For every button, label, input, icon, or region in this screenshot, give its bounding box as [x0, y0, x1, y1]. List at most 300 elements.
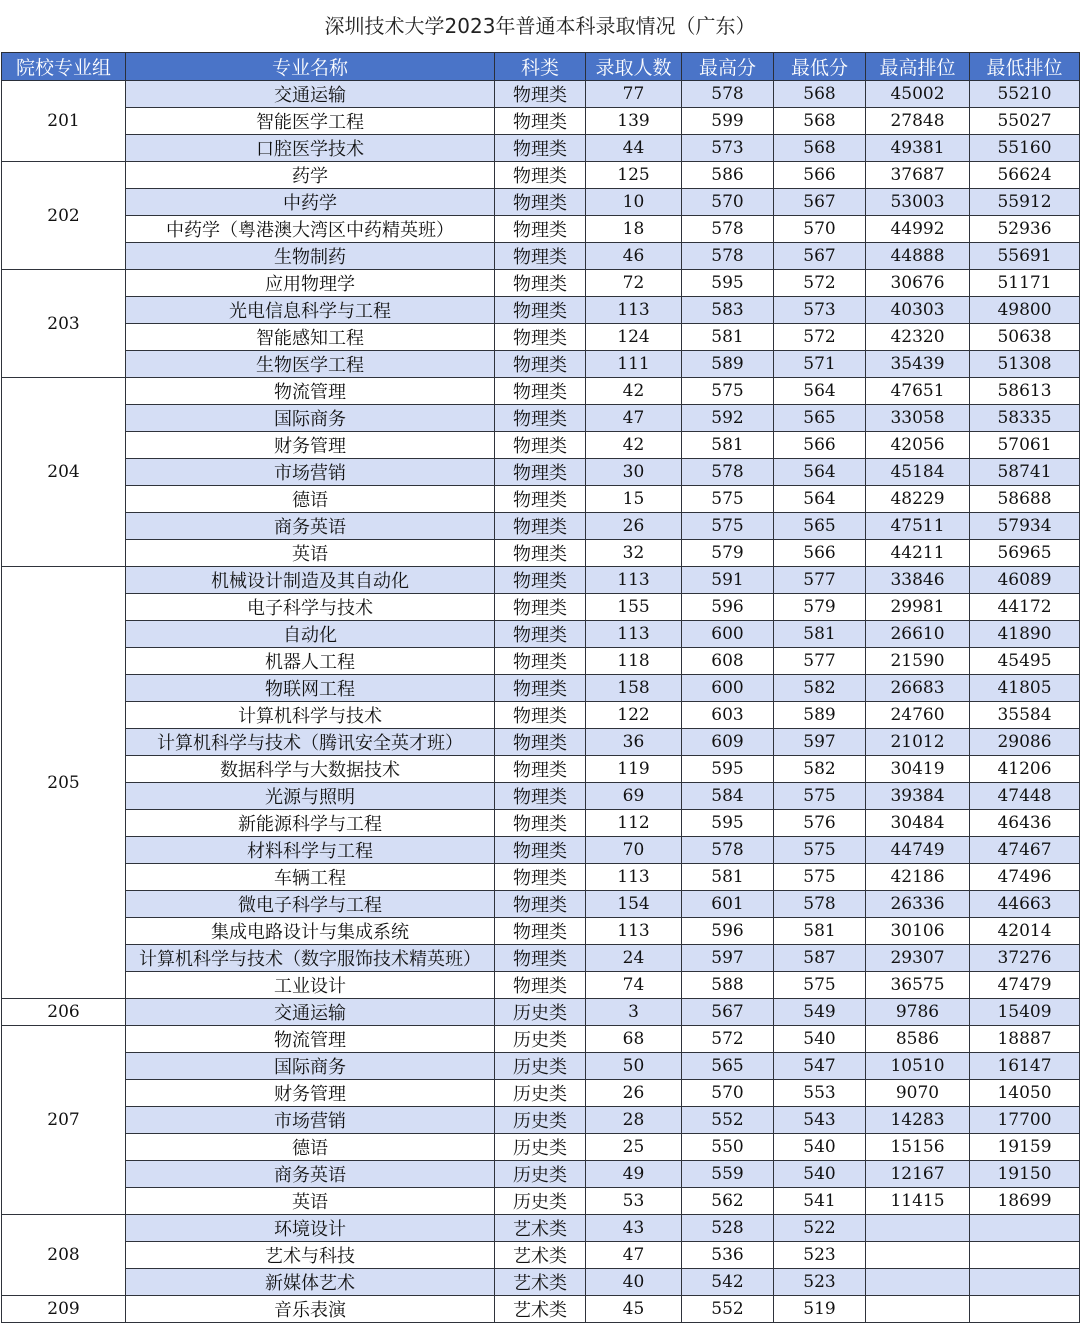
admitted-count: 18 — [586, 216, 682, 243]
major-name: 交通运输 — [126, 999, 495, 1026]
max-score: 550 — [682, 1134, 774, 1161]
table-row — [2, 1215, 1080, 1242]
category: 物理类 — [495, 945, 586, 972]
max-rank: 27848 — [866, 108, 970, 135]
max-rank: 35439 — [866, 351, 970, 378]
category: 物理类 — [495, 270, 586, 297]
major-name: 计算机科学与技术 — [126, 702, 495, 729]
max-score: 595 — [682, 810, 774, 837]
major-name: 车辆工程 — [126, 864, 495, 891]
max-rank — [866, 1296, 970, 1323]
category: 物理类 — [495, 702, 586, 729]
min-rank: 55912 — [970, 189, 1080, 216]
admitted-count: 26 — [586, 513, 682, 540]
max-score: 603 — [682, 702, 774, 729]
table-row — [2, 540, 1080, 567]
admitted-count: 46 — [586, 243, 682, 270]
admitted-count: 118 — [586, 648, 682, 675]
max-rank: 11415 — [866, 1188, 970, 1215]
min-rank: 55210 — [970, 81, 1080, 108]
major-name: 商务英语 — [126, 1161, 495, 1188]
category: 历史类 — [495, 1134, 586, 1161]
min-rank: 41206 — [970, 756, 1080, 783]
min-score: 566 — [774, 432, 866, 459]
major-name: 市场营销 — [126, 1107, 495, 1134]
admitted-count: 113 — [586, 567, 682, 594]
min-score: 571 — [774, 351, 866, 378]
major-name: 德语 — [126, 486, 495, 513]
max-rank: 29307 — [866, 945, 970, 972]
min-score: 572 — [774, 324, 866, 351]
category: 物理类 — [495, 135, 586, 162]
max-rank: 8586 — [866, 1026, 970, 1053]
category: 物理类 — [495, 216, 586, 243]
max-rank: 42320 — [866, 324, 970, 351]
admitted-count: 49 — [586, 1161, 682, 1188]
min-score: 579 — [774, 594, 866, 621]
table-row — [2, 1080, 1080, 1107]
min-rank: 58741 — [970, 459, 1080, 486]
max-score: 592 — [682, 405, 774, 432]
category: 艺术类 — [495, 1215, 586, 1242]
min-score: 570 — [774, 216, 866, 243]
min-score: 566 — [774, 162, 866, 189]
max-rank: 30106 — [866, 918, 970, 945]
max-rank: 26610 — [866, 621, 970, 648]
admitted-count: 53 — [586, 1188, 682, 1215]
table-row — [2, 918, 1080, 945]
table-row — [2, 216, 1080, 243]
max-score: 600 — [682, 675, 774, 702]
min-score: 519 — [774, 1296, 866, 1323]
major-name: 财务管理 — [126, 1080, 495, 1107]
min-score: 578 — [774, 891, 866, 918]
category: 物理类 — [495, 837, 586, 864]
admitted-count: 124 — [586, 324, 682, 351]
group-code: 201 — [2, 81, 126, 162]
major-name: 环境设计 — [126, 1215, 495, 1242]
category: 物理类 — [495, 432, 586, 459]
group-code: 206 — [2, 999, 126, 1026]
table-row — [2, 351, 1080, 378]
major-name: 药学 — [126, 162, 495, 189]
table-row — [2, 756, 1080, 783]
table-row — [2, 1053, 1080, 1080]
min-score: 577 — [774, 567, 866, 594]
min-rank: 18887 — [970, 1026, 1080, 1053]
max-score: 559 — [682, 1161, 774, 1188]
major-name: 光电信息科学与工程 — [126, 297, 495, 324]
max-rank: 44211 — [866, 540, 970, 567]
min-score: 564 — [774, 486, 866, 513]
max-rank — [866, 1269, 970, 1296]
category: 历史类 — [495, 1107, 586, 1134]
min-rank: 46436 — [970, 810, 1080, 837]
table-row — [2, 567, 1080, 594]
min-rank: 29086 — [970, 729, 1080, 756]
max-rank: 53003 — [866, 189, 970, 216]
min-rank: 50638 — [970, 324, 1080, 351]
max-rank: 26683 — [866, 675, 970, 702]
category: 物理类 — [495, 648, 586, 675]
admitted-count: 28 — [586, 1107, 682, 1134]
category: 物理类 — [495, 324, 586, 351]
max-rank: 24760 — [866, 702, 970, 729]
table-row — [2, 594, 1080, 621]
max-score: 575 — [682, 486, 774, 513]
max-score: 578 — [682, 216, 774, 243]
min-rank: 47479 — [970, 972, 1080, 999]
header-max-rank: 最高排位 — [866, 53, 970, 81]
category: 物理类 — [495, 459, 586, 486]
table-row — [2, 1134, 1080, 1161]
group-code: 207 — [2, 1026, 126, 1215]
max-score: 578 — [682, 459, 774, 486]
table-row — [2, 324, 1080, 351]
category: 物理类 — [495, 864, 586, 891]
min-score: 576 — [774, 810, 866, 837]
max-score: 589 — [682, 351, 774, 378]
table-row — [2, 1269, 1080, 1296]
min-score: 575 — [774, 972, 866, 999]
admitted-count: 43 — [586, 1215, 682, 1242]
table-row — [2, 648, 1080, 675]
min-rank — [970, 1269, 1080, 1296]
major-name: 物联网工程 — [126, 675, 495, 702]
table-row — [2, 432, 1080, 459]
table-row — [2, 270, 1080, 297]
header-row — [2, 53, 1080, 81]
category: 物理类 — [495, 189, 586, 216]
table-row — [2, 945, 1080, 972]
major-name: 工业设计 — [126, 972, 495, 999]
table-row — [2, 1188, 1080, 1215]
max-rank: 37687 — [866, 162, 970, 189]
group-code: 204 — [2, 378, 126, 567]
admission-table — [1, 52, 1080, 1323]
category: 物理类 — [495, 405, 586, 432]
major-name: 机械设计制造及其自动化 — [126, 567, 495, 594]
min-score: 565 — [774, 405, 866, 432]
major-name: 智能医学工程 — [126, 108, 495, 135]
category: 物理类 — [495, 81, 586, 108]
admitted-count: 42 — [586, 378, 682, 405]
max-score: 573 — [682, 135, 774, 162]
min-score: 568 — [774, 135, 866, 162]
min-rank: 18699 — [970, 1188, 1080, 1215]
admitted-count: 30 — [586, 459, 682, 486]
min-rank: 58613 — [970, 378, 1080, 405]
min-rank: 51171 — [970, 270, 1080, 297]
category: 物理类 — [495, 513, 586, 540]
min-rank: 19150 — [970, 1161, 1080, 1188]
max-score: 552 — [682, 1296, 774, 1323]
table-row — [2, 1296, 1080, 1323]
category: 历史类 — [495, 1161, 586, 1188]
table-row — [2, 405, 1080, 432]
max-rank: 30484 — [866, 810, 970, 837]
min-rank — [970, 1215, 1080, 1242]
admitted-count: 77 — [586, 81, 682, 108]
min-score: 567 — [774, 243, 866, 270]
admitted-count: 10 — [586, 189, 682, 216]
table-row — [2, 378, 1080, 405]
min-score: 575 — [774, 864, 866, 891]
table-row — [2, 810, 1080, 837]
max-rank — [866, 1242, 970, 1269]
group-code: 205 — [2, 567, 126, 999]
admitted-count: 119 — [586, 756, 682, 783]
min-rank: 47496 — [970, 864, 1080, 891]
max-score: 599 — [682, 108, 774, 135]
max-rank: 9786 — [866, 999, 970, 1026]
major-name: 生物制药 — [126, 243, 495, 270]
min-rank: 55691 — [970, 243, 1080, 270]
admitted-count: 25 — [586, 1134, 682, 1161]
category: 物理类 — [495, 567, 586, 594]
min-score: 573 — [774, 297, 866, 324]
major-name: 应用物理学 — [126, 270, 495, 297]
group-code: 209 — [2, 1296, 126, 1323]
admitted-count: 113 — [586, 621, 682, 648]
min-rank: 55160 — [970, 135, 1080, 162]
major-name: 自动化 — [126, 621, 495, 648]
min-rank: 58335 — [970, 405, 1080, 432]
table-row — [2, 108, 1080, 135]
category: 物理类 — [495, 108, 586, 135]
major-name: 智能感知工程 — [126, 324, 495, 351]
min-score: 567 — [774, 189, 866, 216]
category: 物理类 — [495, 891, 586, 918]
category: 历史类 — [495, 1053, 586, 1080]
min-rank: 46089 — [970, 567, 1080, 594]
min-score: 575 — [774, 783, 866, 810]
max-score: 583 — [682, 297, 774, 324]
max-score: 570 — [682, 1080, 774, 1107]
table-row — [2, 1107, 1080, 1134]
category: 艺术类 — [495, 1296, 586, 1323]
max-rank: 44888 — [866, 243, 970, 270]
min-rank — [970, 1296, 1080, 1323]
max-score: 596 — [682, 918, 774, 945]
min-score: 577 — [774, 648, 866, 675]
max-rank — [866, 1215, 970, 1242]
min-rank: 56965 — [970, 540, 1080, 567]
category: 艺术类 — [495, 1242, 586, 1269]
max-rank: 12167 — [866, 1161, 970, 1188]
major-name: 音乐表演 — [126, 1296, 495, 1323]
category: 物理类 — [495, 243, 586, 270]
category: 物理类 — [495, 540, 586, 567]
group-code: 202 — [2, 162, 126, 270]
min-rank: 56624 — [970, 162, 1080, 189]
max-rank: 29981 — [866, 594, 970, 621]
category: 艺术类 — [495, 1269, 586, 1296]
min-rank: 45495 — [970, 648, 1080, 675]
admitted-count: 24 — [586, 945, 682, 972]
max-score: 562 — [682, 1188, 774, 1215]
admitted-count: 125 — [586, 162, 682, 189]
min-score: 543 — [774, 1107, 866, 1134]
table-row — [2, 189, 1080, 216]
major-name: 机器人工程 — [126, 648, 495, 675]
min-score: 582 — [774, 756, 866, 783]
major-name: 商务英语 — [126, 513, 495, 540]
admitted-count: 40 — [586, 1269, 682, 1296]
max-score: 597 — [682, 945, 774, 972]
admitted-count: 113 — [586, 297, 682, 324]
min-rank: 47467 — [970, 837, 1080, 864]
max-rank: 21012 — [866, 729, 970, 756]
max-score: 542 — [682, 1269, 774, 1296]
category: 物理类 — [495, 729, 586, 756]
category: 物理类 — [495, 972, 586, 999]
max-score: 608 — [682, 648, 774, 675]
max-score: 570 — [682, 189, 774, 216]
max-rank: 44749 — [866, 837, 970, 864]
table-row — [2, 1026, 1080, 1053]
min-score: 522 — [774, 1215, 866, 1242]
category: 物理类 — [495, 918, 586, 945]
category: 历史类 — [495, 1188, 586, 1215]
header-max-score: 最高分 — [682, 53, 774, 81]
min-rank: 57934 — [970, 513, 1080, 540]
major-name: 口腔医学技术 — [126, 135, 495, 162]
min-score: 582 — [774, 675, 866, 702]
category: 历史类 — [495, 999, 586, 1026]
max-rank: 48229 — [866, 486, 970, 513]
min-rank: 55027 — [970, 108, 1080, 135]
group-code: 203 — [2, 270, 126, 378]
max-rank: 47651 — [866, 378, 970, 405]
max-score: 581 — [682, 864, 774, 891]
admitted-count: 74 — [586, 972, 682, 999]
admitted-count: 155 — [586, 594, 682, 621]
header-min-score: 最低分 — [774, 53, 866, 81]
max-score: 595 — [682, 270, 774, 297]
category: 物理类 — [495, 675, 586, 702]
table-row — [2, 837, 1080, 864]
major-name: 集成电路设计与集成系统 — [126, 918, 495, 945]
table-row — [2, 864, 1080, 891]
header-min-rank: 最低排位 — [970, 53, 1080, 81]
major-name: 中药学 — [126, 189, 495, 216]
min-score: 540 — [774, 1134, 866, 1161]
major-name: 国际商务 — [126, 405, 495, 432]
table-title: 深圳技术大学2023年普通本科录取情况（广东） — [324, 14, 756, 38]
major-name: 计算机科学与技术（腾讯安全英才班） — [126, 729, 495, 756]
max-score: 579 — [682, 540, 774, 567]
min-score: 581 — [774, 621, 866, 648]
min-score: 597 — [774, 729, 866, 756]
major-name: 电子科学与技术 — [126, 594, 495, 621]
admitted-count: 36 — [586, 729, 682, 756]
admitted-count: 3 — [586, 999, 682, 1026]
max-rank: 40303 — [866, 297, 970, 324]
min-rank: 51308 — [970, 351, 1080, 378]
major-name: 物流管理 — [126, 1026, 495, 1053]
table-row — [2, 675, 1080, 702]
max-rank: 33058 — [866, 405, 970, 432]
table-row — [2, 162, 1080, 189]
max-rank: 42056 — [866, 432, 970, 459]
header-group: 院校专业组 — [2, 53, 126, 81]
major-name: 市场营销 — [126, 459, 495, 486]
min-rank: 57061 — [970, 432, 1080, 459]
max-score: 565 — [682, 1053, 774, 1080]
max-rank: 49381 — [866, 135, 970, 162]
major-name: 生物医学工程 — [126, 351, 495, 378]
max-rank: 45002 — [866, 81, 970, 108]
max-score: 588 — [682, 972, 774, 999]
table-body — [2, 81, 1080, 1323]
min-rank: 44172 — [970, 594, 1080, 621]
max-score: 575 — [682, 513, 774, 540]
table-row — [2, 972, 1080, 999]
min-score: 523 — [774, 1269, 866, 1296]
max-score: 567 — [682, 999, 774, 1026]
min-rank — [970, 1242, 1080, 1269]
min-rank: 41890 — [970, 621, 1080, 648]
min-score: 540 — [774, 1161, 866, 1188]
table-row — [2, 486, 1080, 513]
admitted-count: 69 — [586, 783, 682, 810]
admitted-count: 47 — [586, 1242, 682, 1269]
admitted-count: 45 — [586, 1296, 682, 1323]
max-score: 578 — [682, 243, 774, 270]
min-rank: 41805 — [970, 675, 1080, 702]
major-name: 新能源科学与工程 — [126, 810, 495, 837]
table-row — [2, 891, 1080, 918]
max-score: 581 — [682, 324, 774, 351]
major-name: 英语 — [126, 1188, 495, 1215]
category: 物理类 — [495, 594, 586, 621]
max-rank: 39384 — [866, 783, 970, 810]
min-rank: 14050 — [970, 1080, 1080, 1107]
admitted-count: 50 — [586, 1053, 682, 1080]
max-score: 601 — [682, 891, 774, 918]
max-score: 575 — [682, 378, 774, 405]
admitted-count: 42 — [586, 432, 682, 459]
min-score: 564 — [774, 378, 866, 405]
max-rank: 10510 — [866, 1053, 970, 1080]
min-rank: 47448 — [970, 783, 1080, 810]
min-score: 547 — [774, 1053, 866, 1080]
admitted-count: 112 — [586, 810, 682, 837]
table-row — [2, 702, 1080, 729]
major-name: 材料科学与工程 — [126, 837, 495, 864]
min-score: 566 — [774, 540, 866, 567]
admitted-count: 68 — [586, 1026, 682, 1053]
category: 物理类 — [495, 621, 586, 648]
min-score: 587 — [774, 945, 866, 972]
table-row — [2, 621, 1080, 648]
min-rank: 58688 — [970, 486, 1080, 513]
header-major: 专业名称 — [126, 53, 495, 81]
table-row — [2, 1242, 1080, 1269]
max-score: 595 — [682, 756, 774, 783]
category: 物理类 — [495, 810, 586, 837]
max-rank: 21590 — [866, 648, 970, 675]
major-name: 微电子科学与工程 — [126, 891, 495, 918]
admitted-count: 154 — [586, 891, 682, 918]
min-rank: 37276 — [970, 945, 1080, 972]
category: 物理类 — [495, 297, 586, 324]
major-name: 艺术与科技 — [126, 1242, 495, 1269]
admitted-count: 15 — [586, 486, 682, 513]
table-row — [2, 729, 1080, 756]
admitted-count: 158 — [586, 675, 682, 702]
